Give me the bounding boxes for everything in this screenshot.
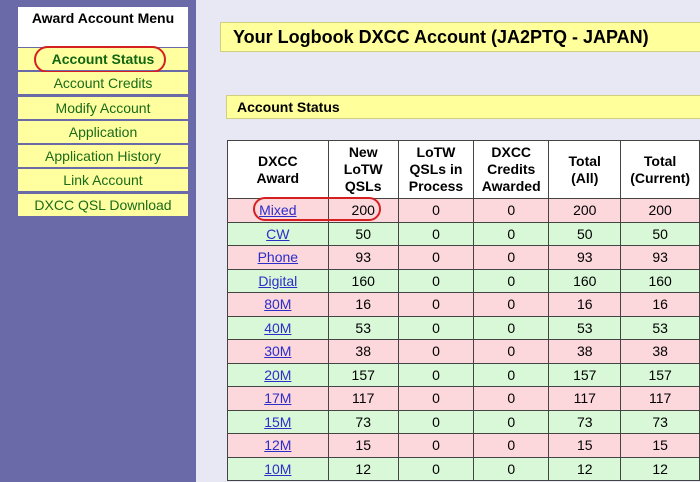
award-link[interactable]: Digital	[258, 272, 298, 289]
menu-item-modify-account[interactable]	[18, 97, 188, 119]
value-cell: 53	[549, 316, 621, 340]
value-cell: 0	[474, 387, 549, 411]
value-cell: 0	[398, 246, 473, 270]
award-cell	[228, 387, 329, 411]
value-cell: 0	[474, 269, 549, 293]
value-cell: 53	[621, 316, 700, 340]
value-cell: 93	[549, 246, 621, 270]
value-cell: 15	[621, 434, 700, 458]
menu-item-account-credits[interactable]	[18, 72, 188, 94]
table-header-row	[228, 141, 700, 199]
value-cell: 93	[328, 246, 398, 270]
value-cell: 0	[398, 387, 473, 411]
value-cell: 0	[398, 410, 473, 434]
award-cell	[228, 363, 329, 387]
value-cell: 38	[621, 340, 700, 364]
table-row	[228, 269, 700, 293]
header-label: Total (All)	[568, 152, 601, 186]
value-cell: 0	[474, 222, 549, 246]
value-cell: 200	[621, 199, 700, 223]
award-link[interactable]: 10M	[264, 460, 292, 477]
menu-list	[18, 48, 188, 218]
award-cell	[228, 434, 329, 458]
value-cell: 0	[474, 293, 549, 317]
value-cell: 0	[474, 434, 549, 458]
value-cell: 12	[549, 457, 621, 481]
value-cell: 16	[621, 293, 700, 317]
value-cell: 73	[621, 410, 700, 434]
value-cell: 0	[474, 340, 549, 364]
value-cell: 15	[328, 434, 398, 458]
menu-item-account-status[interactable]	[18, 48, 188, 70]
value-cell: 0	[474, 457, 549, 481]
table-row	[228, 410, 700, 434]
value-cell: 50	[549, 222, 621, 246]
value-cell: 12	[621, 457, 700, 481]
award-link[interactable]: 20M	[264, 366, 292, 383]
menu-title: Award Account Menu	[18, 7, 188, 47]
value-cell: 117	[621, 387, 700, 411]
header-total-current	[621, 141, 700, 199]
table-row	[228, 434, 700, 458]
menu-item-dxcc-qsl-download[interactable]	[18, 194, 188, 216]
value-cell: 0	[474, 410, 549, 434]
table-body	[228, 199, 700, 481]
table-row	[228, 246, 700, 270]
award-cell	[228, 410, 329, 434]
header-label: DXCC Credits Awarded	[481, 144, 541, 194]
value-cell: 157	[328, 363, 398, 387]
table-row	[228, 293, 700, 317]
award-cell	[228, 293, 329, 317]
value-cell: 0	[398, 363, 473, 387]
value-cell: 0	[398, 269, 473, 293]
award-link[interactable]: 80M	[264, 296, 292, 313]
value-cell: 0	[398, 316, 473, 340]
menu-item-label: Modify Account	[55, 99, 151, 116]
award-link[interactable]: 17M	[264, 390, 292, 407]
table-row	[228, 199, 700, 223]
award-cell	[228, 269, 329, 293]
header-dxcc-award	[228, 141, 329, 199]
value-cell: 0	[474, 199, 549, 223]
value-cell: 0	[474, 363, 549, 387]
menu-item-application[interactable]	[18, 121, 188, 143]
award-link[interactable]: Mixed	[259, 202, 297, 219]
menu-item-application-history[interactable]	[18, 145, 188, 167]
award-link[interactable]: 15M	[264, 413, 292, 430]
value-cell: 0	[398, 340, 473, 364]
value-cell: 93	[621, 246, 700, 270]
sidebar	[0, 0, 196, 482]
header-label: LoTW QSLs in Process	[408, 144, 464, 194]
table-row	[228, 340, 700, 364]
award-cell	[228, 246, 329, 270]
menu-item-label: Link Account	[63, 172, 143, 189]
account-status-table	[227, 140, 700, 481]
section-title: Account Status	[226, 95, 700, 119]
menu-item-label: Account Credits	[53, 75, 153, 92]
award-link[interactable]: 30M	[264, 343, 292, 360]
header-new-lotw-qsls	[328, 141, 398, 199]
main-content	[196, 0, 700, 482]
value-cell: 38	[328, 340, 398, 364]
value-cell: 0	[398, 434, 473, 458]
value-cell: 50	[621, 222, 700, 246]
award-cell	[228, 316, 329, 340]
menu-item-label: Application	[68, 123, 138, 140]
header-total-all	[549, 141, 621, 199]
value-cell: 53	[328, 316, 398, 340]
menu-item-label: Application History	[45, 148, 161, 165]
header-label: Total (Current)	[630, 152, 691, 186]
value-cell: 160	[621, 269, 700, 293]
header-dxcc-credits-awarded	[474, 141, 549, 199]
award-link[interactable]: 12M	[264, 437, 292, 454]
value-cell: 15	[549, 434, 621, 458]
menu-item-link-account[interactable]	[18, 169, 188, 191]
value-cell: 157	[621, 363, 700, 387]
value-cell: 50	[328, 222, 398, 246]
value-cell: 0	[398, 222, 473, 246]
value-cell: 73	[549, 410, 621, 434]
value-cell: 157	[549, 363, 621, 387]
table-row	[228, 363, 700, 387]
award-link[interactable]: 40M	[264, 319, 292, 336]
page-title: Your Logbook DXCC Account (JA2PTQ - JAPAN)	[220, 22, 700, 52]
header-label: New LoTW QSLs	[343, 144, 383, 194]
table-row	[228, 222, 700, 246]
value-cell: 200	[328, 199, 398, 223]
menu-item-label: DXCC QSL Download	[34, 196, 172, 213]
value-cell: 0	[398, 457, 473, 481]
award-cell	[228, 340, 329, 364]
award-link[interactable]: Phone	[257, 249, 299, 266]
value-cell: 12	[328, 457, 398, 481]
value-cell: 0	[398, 293, 473, 317]
value-cell: 16	[328, 293, 398, 317]
award-cell	[228, 457, 329, 481]
value-cell: 117	[328, 387, 398, 411]
table-row	[228, 387, 700, 411]
header-lotw-qsls-in-process	[398, 141, 473, 199]
value-cell: 0	[474, 316, 549, 340]
header-label: DXCC Award	[256, 152, 300, 186]
table-row	[228, 316, 700, 340]
value-cell: 0	[398, 199, 473, 223]
award-cell	[228, 199, 329, 223]
award-link[interactable]: CW	[266, 225, 290, 242]
value-cell: 160	[549, 269, 621, 293]
value-cell: 16	[549, 293, 621, 317]
value-cell: 73	[328, 410, 398, 434]
award-cell	[228, 222, 329, 246]
value-cell: 38	[549, 340, 621, 364]
value-cell: 200	[549, 199, 621, 223]
value-cell: 160	[328, 269, 398, 293]
value-cell: 117	[549, 387, 621, 411]
menu-item-label: Account Status	[51, 51, 155, 67]
table-row	[228, 457, 700, 481]
value-cell: 0	[474, 246, 549, 270]
